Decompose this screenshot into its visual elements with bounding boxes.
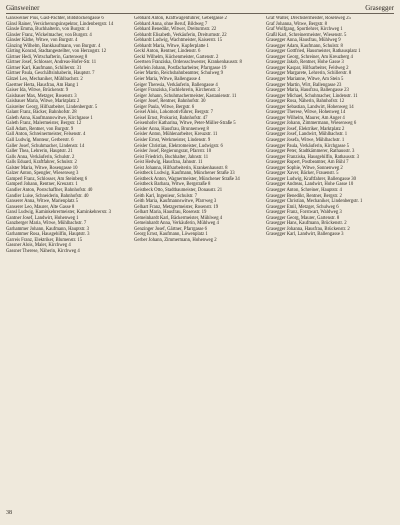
directory-entry: Geistbeck Anton, Wagnermeister, Münchener Straße 34 <box>134 176 240 182</box>
directory-entry: Galls Eduard, Kraftfahrer, Schulstr. 2 <box>6 160 77 166</box>
directory-entry: Gebhardt Elisabeth, Verkäuferin, Dreiturmstr. 22 <box>134 32 227 38</box>
directory-entry: Gaiser Ida, Witwe, Brückenstr. 9 <box>6 88 69 94</box>
directory-entry: Gänzing Wilhelm, Bankkaufmann, von Burgstr. 4 <box>6 43 101 49</box>
directory-entry: Geiger Johann, Schuhmachermeister, Kastanienstr. 11 <box>134 93 237 99</box>
directory-entry: Grasegger Maria, Hausfrau, Ballengasse 23 <box>266 88 349 94</box>
directory-entry: Galeth Anna, Kaufmannswitwe, Kirchgasse 1 <box>6 115 93 121</box>
header-first-name: Gänsweiner <box>6 4 40 12</box>
directory-entry: Geiger Josef, Rentner, Bahnhofstr. 30 <box>134 99 206 105</box>
directory-entry: Gärtner Josef, Schlosser, Andreas-Hofer-Str. 11 <box>6 60 97 66</box>
directory-entry: Grasegger Johann, Zimmermann, Wiesenweg 6 <box>266 121 357 127</box>
directory-entry: Grasegger Andreas, Landwirt, Hohe Gasse 10 <box>266 182 354 188</box>
directory-entry: Grasegger Benedikt, Rentner, Bergstr. 2 <box>266 193 342 199</box>
directory-entry: Geiger Theresia, Verkäuferin, Ballengasse 4 <box>134 82 218 88</box>
directory-entry: Gall Ludwig, Monteur, Gerberstr. 6 <box>6 138 74 144</box>
header-last-name: Grasegger <box>365 4 394 12</box>
directory-entry: Grasegger Martin, Wirt, Ballengasse 23 <box>266 82 342 88</box>
directory-entry: Galant Franz, Bäcker, Bahnhofstr. 28 <box>6 110 77 116</box>
directory-entry: Geisler Anna, Hausfrau, Brunnenweg 8 <box>134 126 209 132</box>
directory-entry: Gandler Anton, Postschaffner, Bahnhofstr. 40 <box>6 187 93 193</box>
directory-entry: Grasegger Ludwig, Kraftfahrer, Ballengasse 30 <box>266 176 357 182</box>
directory-entry: Gelhart Franz, Metzgermeister, Rosenstr. 19 <box>134 204 219 210</box>
directory-entry: Grasegger Karl, Landwirt, Ballengasse 3 <box>266 232 344 238</box>
directory-entry: Grasegger Kaspar, Hilfsarbeiter, Feldweg 2 <box>266 65 349 71</box>
directory-entry: Gätzel Leo, Mechaniker, Mühlbachstr. 2 <box>6 77 83 83</box>
directory-entry: Grasegger Adam, Kaufmann, Schulstr. 8 <box>266 43 343 49</box>
directory-entry: Ganserer Anna, Witwe, Marienplatz 5 <box>6 199 79 205</box>
column-middle <box>134 16 257 504</box>
directory-entry: Gelhart Maria, Hausfrau, Rosenstr. 19 <box>134 210 207 216</box>
directory-entry: Gemeinhardt Anna, Verkäuferin, Mühlweg 4 <box>134 221 219 227</box>
directory-entry: Geistbeck Otto, Stadtbaumeister, Donaustr. 21 <box>134 187 223 193</box>
directory-entry: Gaisreiter Georg, Hilfsarbeiter, Lindenbergstr. 5 <box>6 104 98 110</box>
directory-entry: Geisler Ernst, Werkmeister, Lindenstr. 9 <box>134 138 211 144</box>
directory-entry: Grasegger Georg, Maurer, Gartenstr. 8 <box>266 215 340 221</box>
directory-entry: Gaisbauer Maria, Witwe, Marktplatz 2 <box>6 99 80 105</box>
directory-entry: Grasegger Jakob, Rentner, Hohe Gasse 3 <box>266 60 344 66</box>
directory-entry: Gemeinhardt Karl, Bäckermeister, Mühlweg 4 <box>134 215 223 221</box>
directory-entry: Gantner Josef, Landwirt, Hohenweg 1 <box>6 215 79 221</box>
directory-entry: Grasegger Paula, Verkäuferin, Kirchgasse 5 <box>266 143 350 149</box>
directory-entry: Gebhardt Ludwig, Wachtmeister, Kaiserstr. 15 <box>134 38 223 44</box>
directory-entry: Geisenhofer Katharina, Witwe, Peter-Müller-Straße 5 <box>134 121 236 127</box>
directory-entry: Geier Martin, Reichsbahnbeamter, Schulweg 9 <box>134 71 223 77</box>
directory-entry: Ganzberger Maria, Witwe, Mühlbachstr. 7 <box>6 221 87 227</box>
directory-entry: Gamperl Franz, Schlosser, Am Steinberg 6 <box>6 176 88 182</box>
directory-entry: Gaisbauer Max, Metzger, Rosenstr. 3 <box>6 93 77 99</box>
directory-entry: Grasegger Georg, Schreiner, Am Kreuzberg 4 <box>266 54 353 60</box>
directory-entry: Grasegger Hans, Kaufmann, Brückenstr. 2 <box>266 221 347 227</box>
directory-entry: Gebhard Anton, Kraftwagenführer, Gebelgasse 2 <box>134 16 227 21</box>
directory-entry: Garhammer Johann, Kaufmann, Hauptstr. 3 <box>6 226 89 232</box>
directory-entry: Geisel Alois, Lokomotivführer, Bergstr. 7 <box>134 110 214 116</box>
directory-entry: Gänsle Emma, Buchhalterin, von Burgstr. 4 <box>6 27 90 33</box>
directory-entry: Galzer Anton, Spengler, Wiesenweg 3 <box>6 171 79 177</box>
directory-entry: Grasegger Therese, Witwe, Hohenweg 14 <box>266 110 346 116</box>
directory-entry: Geckl Anton, Rentner, Lindenstr. 6 <box>134 49 201 55</box>
directory-entry: Geisler Josef, Regierungsrat, Pfarrstr. 10 <box>134 149 212 155</box>
directory-entry: Geist Johanna, Hilfsarbeiterin, Krankenhausstr. 8 <box>134 165 228 171</box>
directory-entry: Grasegger Michael, Schuhmacher, Lindenstr. 11 <box>266 93 358 99</box>
directory-entry: Grasegger Josefa, Witwe, Mühlbachstr. 1 <box>266 138 345 144</box>
directory-entry: Gärting Konrad, Stadtangestellter, von Herzogstr. 12 <box>6 49 107 55</box>
directory-entry: Geith Karl, Ingenieur, Schulstr. 7 <box>134 193 197 199</box>
directory-entry: Gall Anton, Schreinermeister, Felsenstr. 4 <box>6 132 86 138</box>
header-rule <box>6 13 394 14</box>
column-left <box>6 16 128 504</box>
directory-entry: Garreis Franz, Elektriker, Blumenstr. 15 <box>6 237 83 243</box>
directory-entry: Grasegger Xaver, Bäcker, Frauenstr. 5 <box>266 171 339 177</box>
directory-entry: Grasegger Anna, Hausfrau, Mühlweg 9 <box>266 38 341 44</box>
directory-entry: Grasegger Josef, Elektriker, Marktplatz 2 <box>266 126 345 132</box>
directory-entry: Geisler Christian, Elektromeister, Ludwigstr. 6 <box>134 143 223 149</box>
directory-entry: Gebhard Anna, ohne Beruf, Bildweg 7 <box>134 21 208 27</box>
directory-entry: Garhammer Rosa, Hausgehilfin, Hauptstr. 3 <box>6 232 90 238</box>
directory-entry: Gänsl Rainer, Versicherungsinspektor, Lindenbergstr. 14 <box>6 21 114 27</box>
directory-entry: Gehrlein Johann, Postfacharbeiter, Pfarrgasse 19 <box>134 65 227 71</box>
directory-entry: Grasegger Anton, Schreiner, Hauptstr. 4 <box>266 187 342 193</box>
directory-entry: Gänsler Franz, Wickelmacher, von Burgstr. 4 <box>6 32 92 38</box>
directory-entry: Gall Adam, Rentner, von Burgstr. 9 <box>6 126 74 132</box>
directory-entry: Gassner Therese, Näherin, Kirchweg 4 <box>6 248 80 254</box>
directory-entry: Grasegger Wilhelm, Maurer, Am Anger 4 <box>266 115 345 121</box>
directory-entry: Gänsweiner Pius, Gast-Pächter, Bildstöckengasse 6 <box>6 16 104 21</box>
column-right <box>266 16 394 504</box>
directory-entry: Geiger Franziska, Fachlehrerin, Kirchenstr. 3 <box>134 88 220 94</box>
directory-entry: Geistbeck Ludwig, Kaufmann, Münchener Straße 33 <box>134 171 235 177</box>
directory-entry: Grasegger Franz, Forstwart, Waldweg 3 <box>266 210 342 216</box>
directory-entry: Geistbeck Barbara, Witwe, Bergstraße 8 <box>134 182 211 188</box>
directory-entry: Grasegger Christian, Mechaniker, Lindenbergstr. 1 <box>266 199 363 205</box>
directory-entry: Gebhard Benedikt, Witwer, Dreiturmstr. 22 <box>134 27 217 33</box>
directory-entry: Gänsler Käthe, Witwe, von Burgstr. 4 <box>6 38 78 44</box>
directory-entry: Grasegger Margarete, Lehrerin, Schillerstr. 8 <box>266 71 352 77</box>
directory-entry: Geith Maria, Kaufmannswitwe, Pfarrweg 3 <box>134 199 217 205</box>
directory-entry: Graf Wolfgang, Sportlehrer, Kirchweg 1 <box>266 27 343 33</box>
directory-entry: Geisel Ernst, Prokurist, Bahnhofstr. 47 <box>134 115 208 121</box>
directory-entry: Galeth Franz, Malermeister, Bergstr. 12 <box>6 121 82 127</box>
directory-entry: Geist Friedrich, Buchhalter, Jahnstr. 11 <box>134 154 209 160</box>
directory-entry: Gaertner Herta, Hausfrau, Am Hang 1 <box>6 82 79 88</box>
directory-entry: Grasegger Rosa, Näherin, Bahnhofstr. 12 <box>266 99 345 105</box>
directory-entry: Geertsen Franziska, Ordensschwester, Krankenhausstr. 8 <box>134 60 242 66</box>
directory-entry: Gebhardt Maria, Witwe, Kupferplatte 1 <box>134 43 209 49</box>
directory-entry: Geier Maria, Witwe, Ballengasse 4 <box>134 77 201 83</box>
directory-entry: Grasegger Josef, Landwirt, Mühlbachstr. 1 <box>266 132 348 138</box>
directory-entry: Galler Thea, Lehrerin, Hauptstr. 21 <box>6 149 73 155</box>
directory-entry: Galler Josef, Schuhmacher, Lindenstr. 14 <box>6 143 85 149</box>
directory-entry: Graf Walter, Drechslermeister, Rosenweg 25 <box>266 16 351 21</box>
directory-entry: Galls Anna, Verkäuferin, Schulstr. 2 <box>6 154 75 160</box>
directory-entry: Galster Maria, Witwe, Rosengasse 10 <box>6 165 78 171</box>
page-number: 38 <box>6 510 12 516</box>
directory-entry: Grasegger Sophie, Witwe, Sonnenweg 2 <box>266 165 343 171</box>
directory-entry: Georg Ernst, Kaufmann, Löwenplatz 1 <box>134 232 208 238</box>
directory-entry: Grasegger Peter, Stadtkämmerer, Rathausstr. 3 <box>266 149 355 155</box>
directory-entry: Gandler Luise, Schneiderin, Bahnhofstr. 40 <box>6 193 89 199</box>
directory-entry: Gassner Alois, Maler, Kirchweg 4 <box>6 243 71 249</box>
directory-entry: Gansl Ludwig, Kaminkehrermeister, Kaminkehrerstr. 3 <box>6 210 111 216</box>
directory-entry: Geist Hedwig, Hausfrau, Jahnstr. 11 <box>134 160 203 166</box>
directory-entry: Grasegger Franziska, Hausgehilfin, Rathausstr. 3 <box>266 154 359 160</box>
directory-entry: Grasegger Sebastian, Landwirt, Hohenweg 14 <box>266 104 354 110</box>
directory-entry: Gärtner Karl, Kaufmann, Schillerstr. 31 <box>6 65 82 71</box>
directory-entry: Genzinger Josef, Gärtner, Pfarrgasse 6 <box>134 226 208 232</box>
directory-entry: Graf Johanna, Witwe, Bergstr. 8 <box>266 21 327 27</box>
directory-entry: Gerber Johann, Zimmermann, Hohenweg 2 <box>134 237 217 243</box>
directory-entry: Grasegger Gottfried, Hausmeister, Rathausplatz 1 <box>266 49 361 55</box>
directory-entry: Ganserer Leo, Maurer, Alte Gasse 8 <box>6 204 75 210</box>
directory-entry: Grasegger Emil, Metzger, Schulweg 6 <box>266 204 339 210</box>
directory-entry: Gamperl Johann, Rentner, Kreuzstr. 1 <box>6 182 78 188</box>
directory-entry: Gärtner Hedi, Wirtschafterin, Gartenweg 8 <box>6 54 88 60</box>
directory-entry: Grasegger Johanna, Hausfrau, Brückenstr. 2 <box>266 226 350 232</box>
directory-entry: Grasegger Rupert, Postbeamter, Am Bühl 7 <box>266 160 349 166</box>
directory-entry: Geisler Anton, Mühlenarbeiter, Kreuzstr. 11 <box>134 132 218 138</box>
directory-entry: Gärtner Paula, Geschäftsinhaberin, Hauptstr. 7 <box>6 71 95 77</box>
directory-entry: Geiger Paula, Witwe, Bergstr. 6 <box>134 104 195 110</box>
running-header <box>6 3 394 13</box>
directory-entry: Geckl Wilhelm, Küchenmeister, Gartenstr. 2 <box>134 54 219 60</box>
directory-entry: Grasegger Marianne, Witwe, Am Stein 5 <box>266 77 344 83</box>
directory-entry: Graßl Karl, Schreinermeister, Wiesenstr. 5 <box>266 32 347 38</box>
